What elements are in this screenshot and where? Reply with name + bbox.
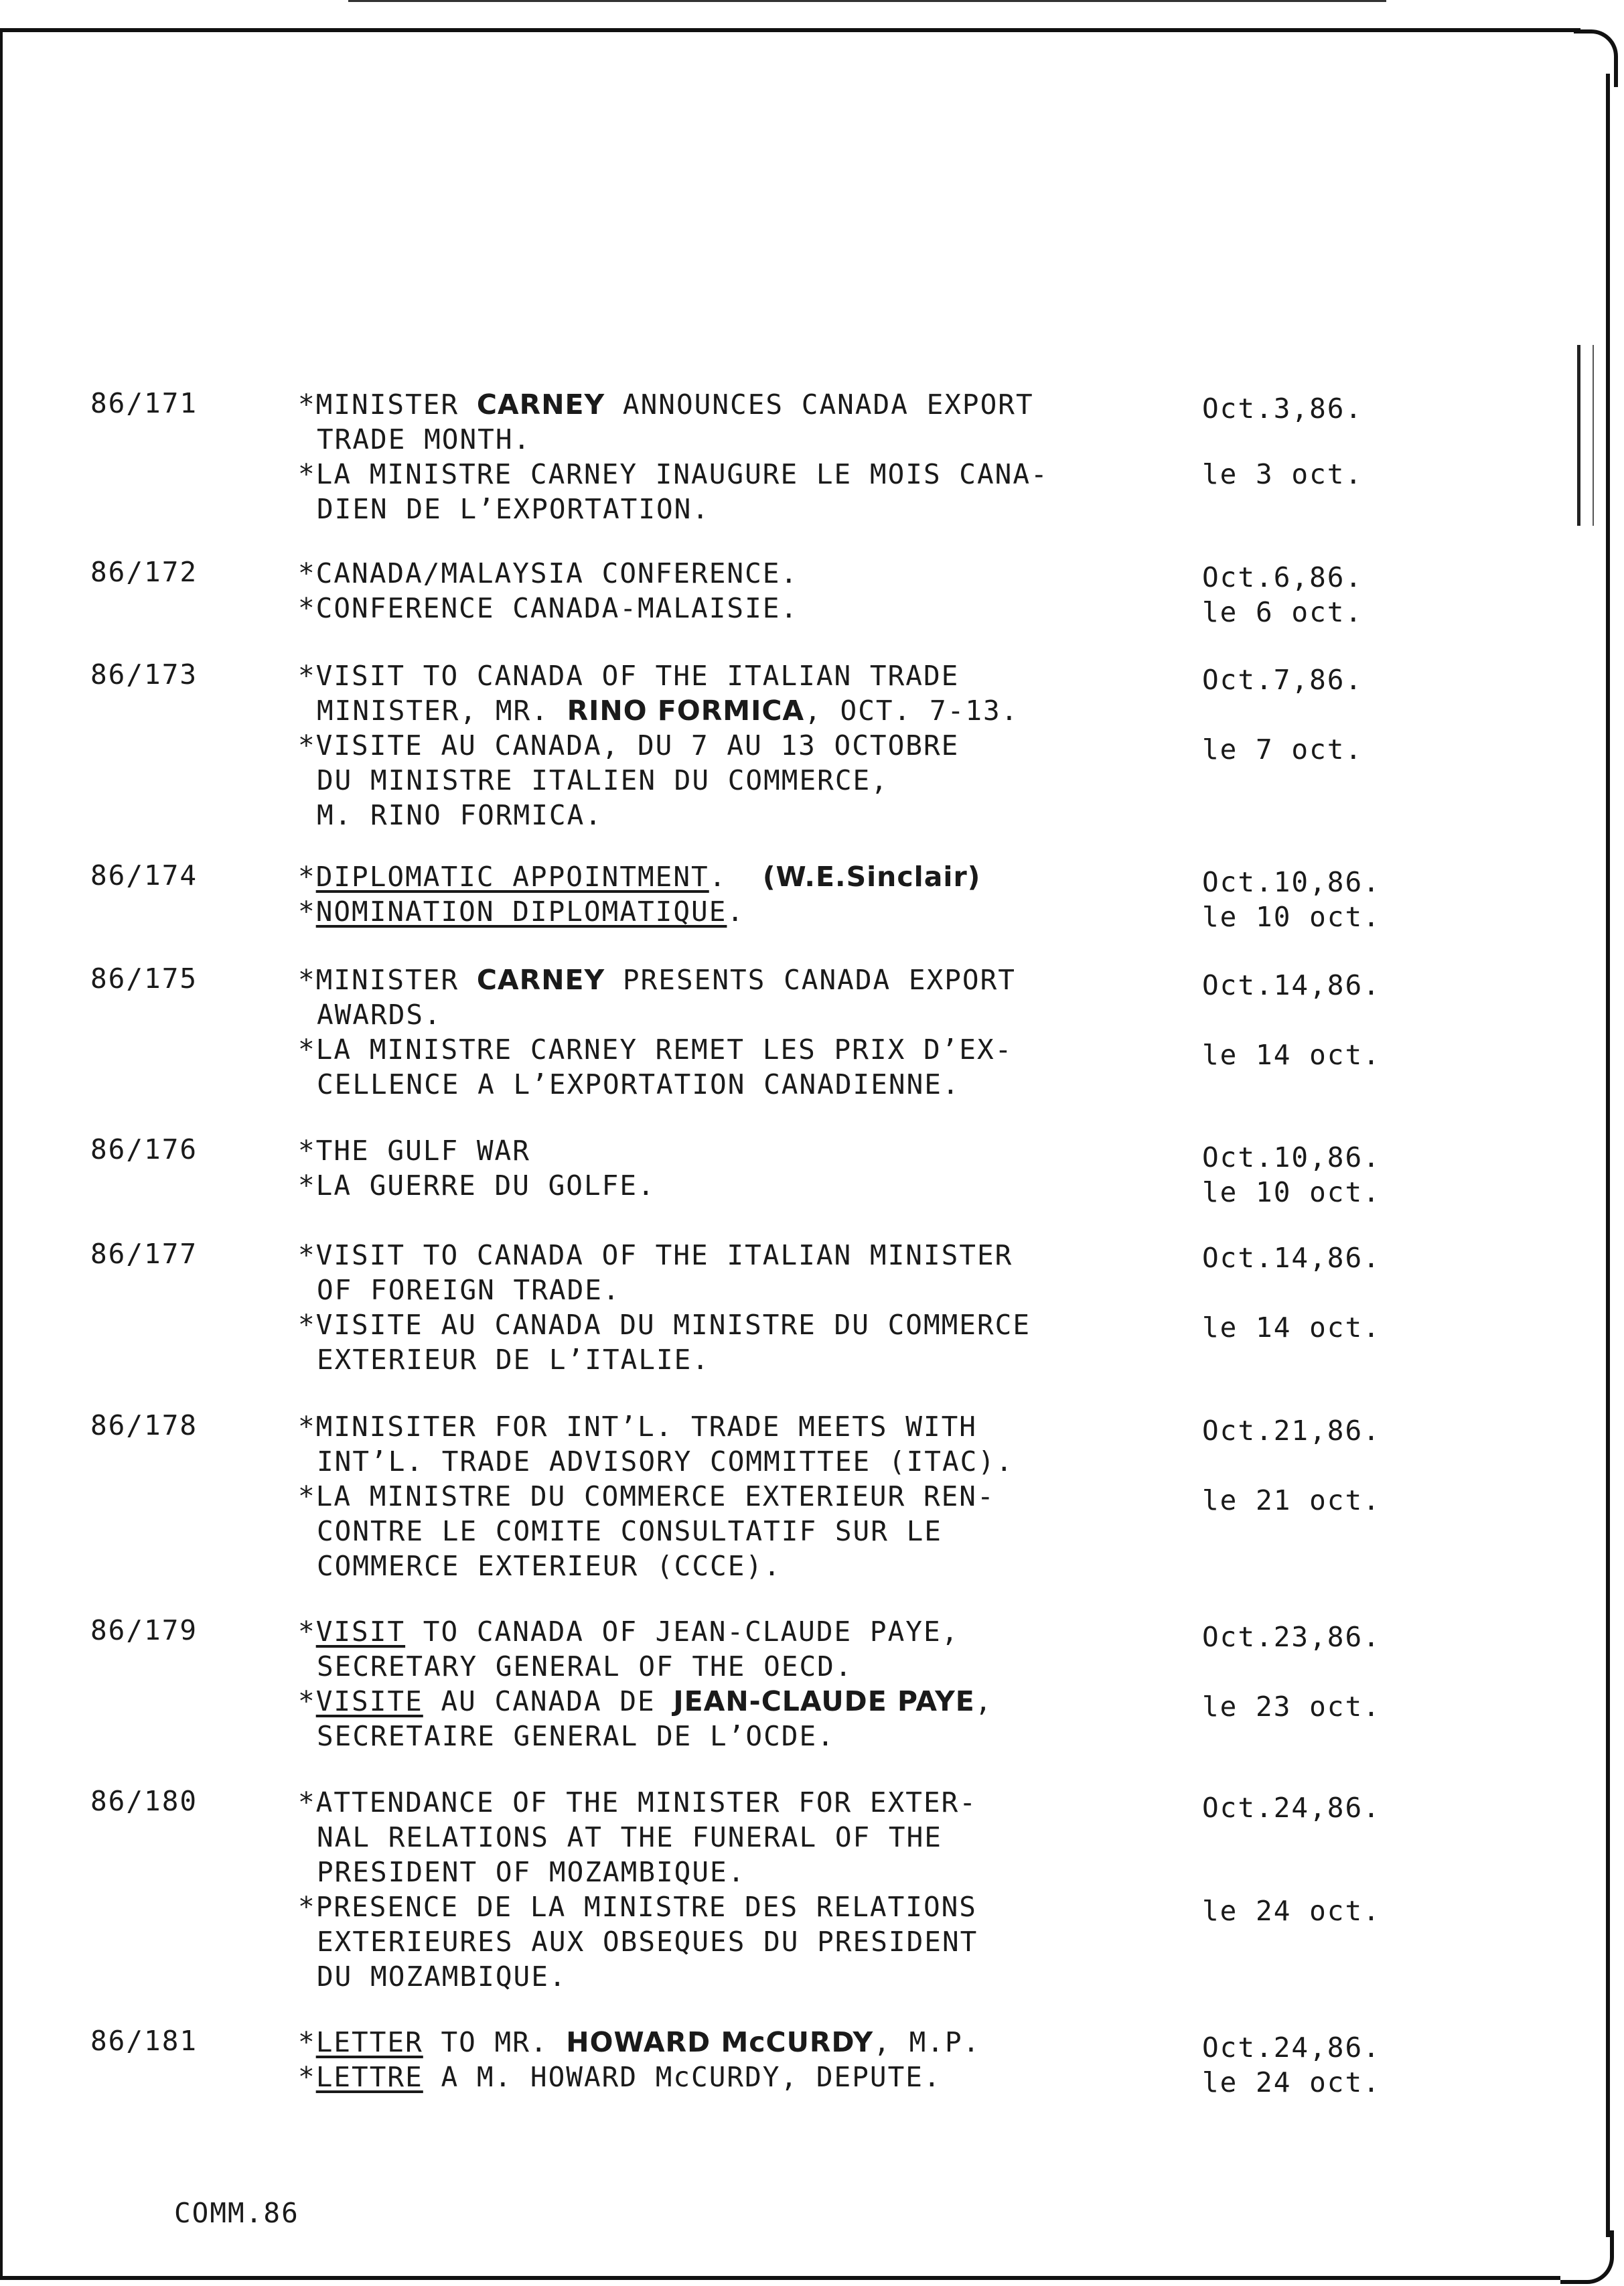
title-en-line: TRADE MONTH. <box>317 423 532 455</box>
release-number: 86/181 <box>90 2025 198 2057</box>
title-fr-line: EXTERIEUR DE L’ITALIE. <box>317 1344 711 1376</box>
release-number: 86/175 <box>90 962 198 995</box>
title-fr-line: *LA MINISTRE CARNEY REMET LES PRIX D’EX- <box>298 1033 1013 1066</box>
date-fr: le 24 oct. <box>1202 2066 1381 2098</box>
release-dates <box>1202 1133 1423 1210</box>
date-fr: le 21 oct. <box>1202 1484 1381 1516</box>
date-fr: le 3 oct. <box>1202 458 1363 490</box>
date-fr: le 24 oct. <box>1202 1895 1381 1927</box>
date-fr: le 14 oct. <box>1202 1039 1381 1071</box>
page-corner-top-right <box>1574 29 1618 87</box>
title-en-line: *CANADA/MALAYSIA CONFERENCE. <box>298 557 799 589</box>
release-dates <box>1202 962 1423 1072</box>
title-en-line: MINISTER, MR. RINO FORMICA, OCT. 7-13. <box>317 695 1019 727</box>
title-fr-line: *LA GUERRE DU GOLFE. <box>298 1169 656 1202</box>
title-fr-line: *PRESENCE DE LA MINISTRE DES RELATIONS <box>298 1891 977 1923</box>
date-en: Oct.10,86. <box>1202 866 1381 898</box>
title-fr-line: *VISITE AU CANADA DE JEAN-CLAUDE PAYE, <box>298 1685 993 1717</box>
release-number: 86/177 <box>90 1238 198 1270</box>
title-en-line: *VISIT TO CANADA OF THE ITALIAN TRADE <box>298 660 960 692</box>
date-en: Oct.24,86. <box>1202 2031 1381 2064</box>
title-fr-line: DU MOZAMBIQUE. <box>317 1960 567 1993</box>
release-titles <box>298 1785 1169 1994</box>
release-titles <box>298 962 1169 1102</box>
date-fr: le 10 oct. <box>1202 1176 1381 1208</box>
date-en: Oct.7,86. <box>1202 664 1363 696</box>
release-titles <box>298 1133 1169 1203</box>
date-fr: le 23 oct. <box>1202 1691 1381 1723</box>
date-fr: le 7 oct. <box>1202 733 1363 766</box>
scan-edge-top <box>348 0 1386 2</box>
release-dates <box>1202 1614 1423 1724</box>
title-fr-line: M. RINO FORMICA. <box>317 799 603 831</box>
release-number: 86/176 <box>90 1133 198 1165</box>
title-fr-line: COMMERCE EXTERIEUR (CCCE). <box>317 1550 782 1582</box>
date-en: Oct.3,86. <box>1202 392 1363 425</box>
title-fr-line: *NOMINATION DIPLOMATIQUE. <box>298 896 745 928</box>
title-en-line: AWARDS. <box>317 999 442 1031</box>
page-border-right <box>1606 74 1610 2237</box>
date-en: Oct.23,86. <box>1202 1621 1381 1653</box>
release-number: 86/180 <box>90 1785 198 1817</box>
release-number: 86/172 <box>90 556 198 588</box>
release-dates <box>1202 1409 1423 1518</box>
release-dates <box>1202 2025 1423 2100</box>
page-border-top <box>0 28 1580 32</box>
page-border-left <box>0 32 3 2276</box>
title-fr-line: *LA MINISTRE CARNEY INAUGURE LE MOIS CANA- <box>298 458 1049 490</box>
date-fr: le 14 oct. <box>1202 1311 1381 1344</box>
release-dates <box>1202 556 1423 630</box>
release-titles <box>298 658 1169 833</box>
release-dates <box>1202 859 1423 934</box>
date-fr: le 6 oct. <box>1202 596 1363 628</box>
release-titles <box>298 1409 1169 1583</box>
title-en-line: NAL RELATIONS AT THE FUNERAL OF THE <box>317 1821 942 1853</box>
title-en-line: *ATTENDANCE OF THE MINISTER FOR EXTER- <box>298 1786 977 1818</box>
release-dates <box>1202 1238 1423 1345</box>
date-en: Oct.6,86. <box>1202 561 1363 593</box>
title-en-line: *MINISITER FOR INT’L. TRADE MEETS WITH <box>298 1411 977 1443</box>
title-en-line: *VISIT TO CANADA OF THE ITALIAN MINISTER <box>298 1239 1013 1271</box>
release-titles <box>298 1238 1169 1377</box>
title-fr-line: *CONFERENCE CANADA-MALAISIE. <box>298 592 799 624</box>
title-en-line: SECRETARY GENERAL OF THE OECD. <box>317 1650 853 1683</box>
release-dates <box>1202 387 1423 492</box>
title-en-line: OF FOREIGN TRADE. <box>317 1274 621 1306</box>
title-fr-line: SECRETAIRE GENERAL DE L’OCDE. <box>317 1720 835 1752</box>
title-fr-line: EXTERIEURES AUX OBSEQUES DU PRESIDENT <box>317 1926 978 1958</box>
title-fr-line: DIEN DE L’EXPORTATION. <box>317 493 711 525</box>
title-en-line: *VISIT TO CANADA OF JEAN-CLAUDE PAYE, <box>298 1616 960 1648</box>
release-titles <box>298 556 1169 626</box>
title-en-line: *THE GULF WAR <box>298 1135 530 1167</box>
release-titles <box>298 387 1169 526</box>
release-number: 86/179 <box>90 1614 198 1646</box>
release-number: 86/171 <box>90 387 198 419</box>
date-en: Oct.14,86. <box>1202 1242 1381 1274</box>
release-titles <box>298 2025 1169 2094</box>
release-number: 86/173 <box>90 658 198 691</box>
release-dates <box>1202 658 1423 767</box>
date-en: Oct.24,86. <box>1202 1792 1381 1824</box>
title-en-line: *LETTER TO MR. HOWARD McCURDY, M.P. <box>298 2026 981 2058</box>
footer-code: COMM.86 <box>174 2197 299 2229</box>
title-fr-line: *LETTRE A M. HOWARD McCURDY, DEPUTE. <box>298 2061 942 2093</box>
title-en-line: *DIPLOMATIC APPOINTMENT. (W.E.Sinclair) <box>298 861 981 893</box>
title-fr-line: CELLENCE A L’EXPORTATION CANADIENNE. <box>317 1068 960 1100</box>
title-en-line: *MINISTER CARNEY ANNOUNCES CANADA EXPORT <box>298 388 1034 421</box>
release-number: 86/178 <box>90 1409 198 1441</box>
release-titles <box>298 1614 1169 1754</box>
date-en: Oct.10,86. <box>1202 1141 1381 1173</box>
title-en-line: INT’L. TRADE ADVISORY COMMITTEE (ITAC). <box>317 1445 1014 1478</box>
title-fr-line: DU MINISTRE ITALIEN DU COMMERCE, <box>317 764 889 796</box>
title-en-line: PRESIDENT OF MOZAMBIQUE. <box>317 1856 746 1888</box>
date-en: Oct.21,86. <box>1202 1415 1381 1447</box>
date-fr: le 10 oct. <box>1202 901 1381 933</box>
title-en-line: *MINISTER CARNEY PRESENTS CANADA EXPORT <box>298 964 1016 996</box>
release-titles <box>298 859 1169 929</box>
release-dates <box>1202 1785 1423 1928</box>
date-en: Oct.14,86. <box>1202 969 1381 1001</box>
release-number: 86/174 <box>90 859 198 891</box>
page-corner-bottom-right <box>1560 2230 1614 2284</box>
title-fr-line: *VISITE AU CANADA, DU 7 AU 13 OCTOBRE <box>298 729 960 762</box>
page-border-bottom <box>0 2276 1560 2280</box>
title-fr-line: *LA MINISTRE DU COMMERCE EXTERIEUR REN- <box>298 1480 995 1512</box>
title-fr-line: CONTRE LE COMITE CONSULTATIF SUR LE <box>317 1515 942 1547</box>
title-fr-line: *VISITE AU CANADA DU MINISTRE DU COMMERCE <box>298 1309 1031 1341</box>
binder-clip-mark <box>1577 345 1594 526</box>
